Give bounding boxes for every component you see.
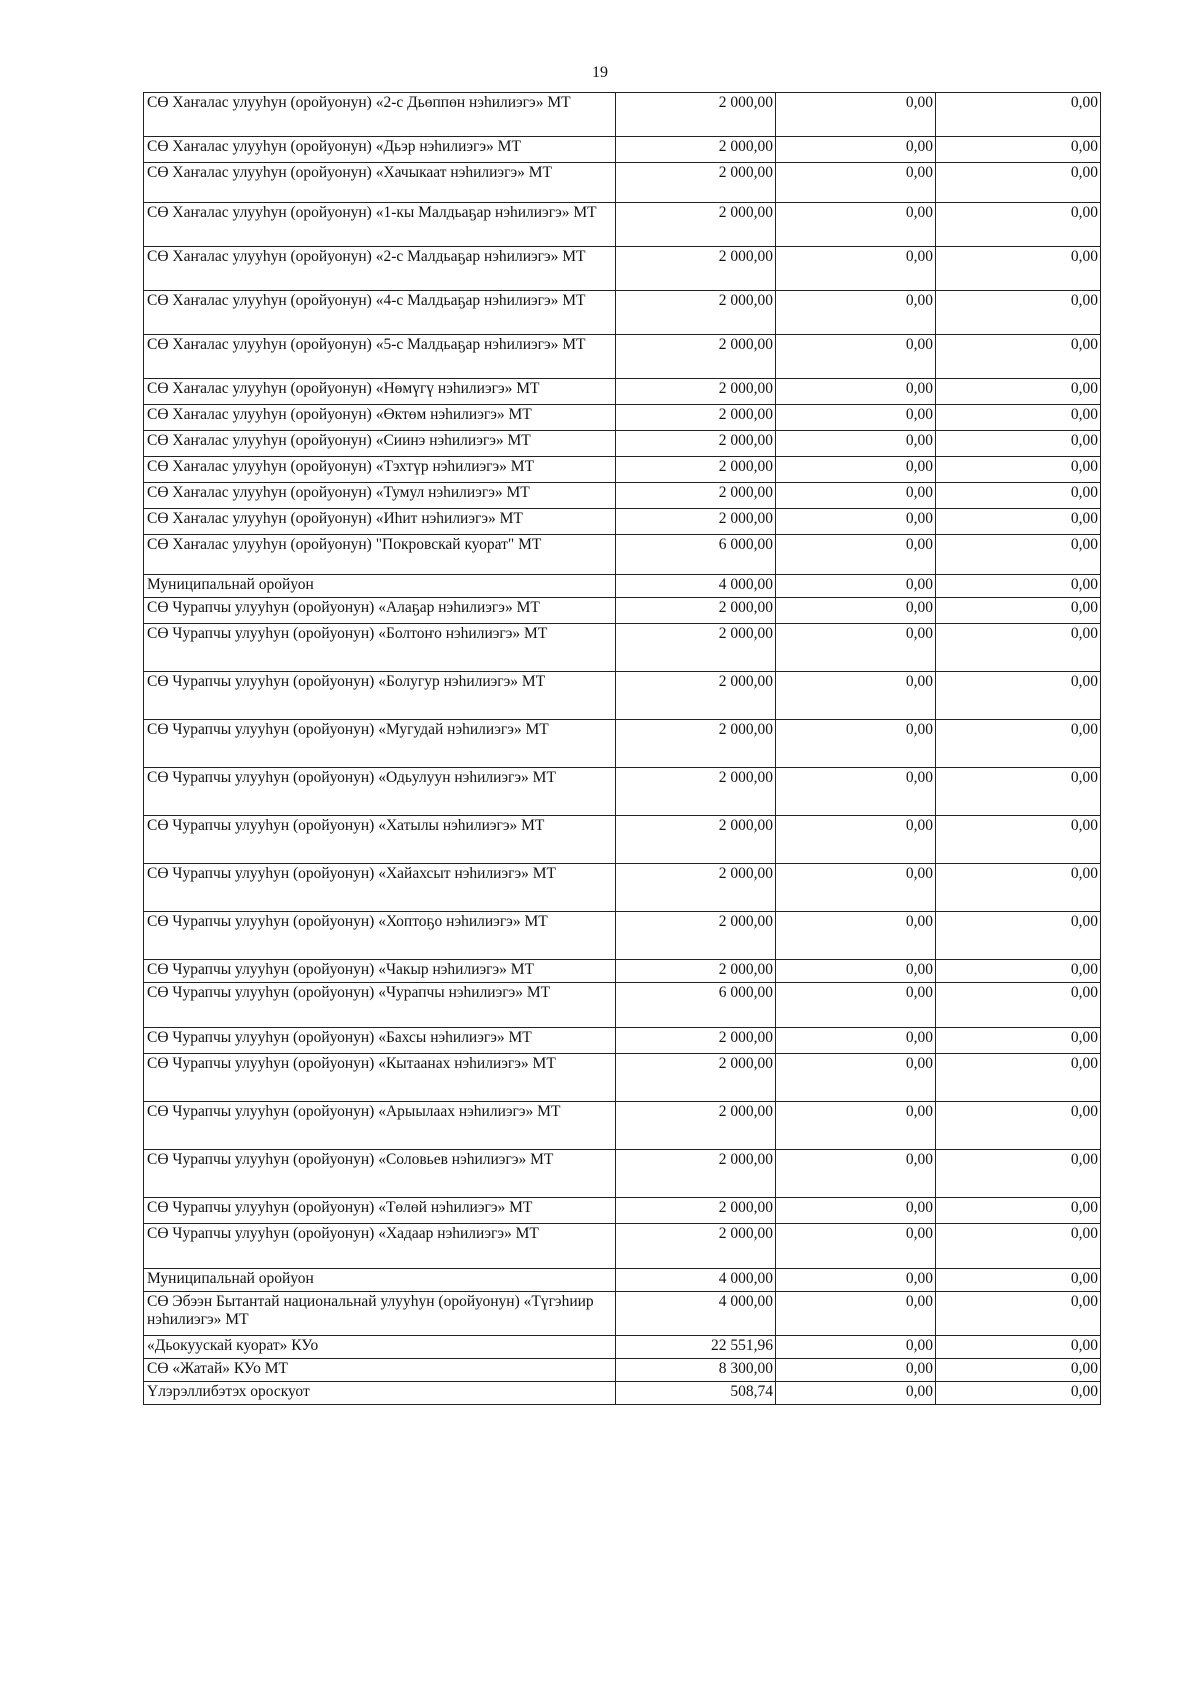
row-value-3: 0,00	[936, 912, 1101, 960]
row-value-1: 6 000,00	[616, 983, 776, 1028]
page-number: 19	[592, 64, 608, 81]
row-value-3: 0,00	[936, 864, 1101, 912]
table-row	[144, 405, 1101, 431]
table-row	[144, 93, 1101, 137]
row-value-2: 0,00	[776, 598, 936, 624]
row-name: СӨ Чурапчы улууһун (оройуонун) «Мугудай нэһилиэгэ» МТ	[144, 720, 616, 768]
table-row	[144, 483, 1101, 509]
row-value-2: 0,00	[776, 1102, 936, 1150]
row-name: СӨ Чурапчы улууһун (оройуонун) «Хоптоҕо нэһилиэгэ» МТ	[144, 912, 616, 960]
row-name: СӨ Чурапчы улууһун (оройуонун) «Алаҕар нэһилиэгэ» МТ	[144, 598, 616, 624]
row-name: СӨ Чурапчы улууһун (оройуонун) «Хадаар нэһилиэгэ» МТ	[144, 1224, 616, 1269]
row-value-3: 0,00	[936, 960, 1101, 983]
row-value-1: 2 000,00	[616, 247, 776, 291]
row-name: СӨ Хаҥалас улууһун (оройуонун) «Өктөм нэһилиэгэ» МТ	[144, 405, 616, 431]
row-value-2: 0,00	[776, 672, 936, 720]
row-value-1: 2 000,00	[616, 1224, 776, 1269]
row-name: СӨ Хаҥалас улууһун (оройуонун) «Нөмүгү нэһилиэгэ» МТ	[144, 379, 616, 405]
row-value-1: 6 000,00	[616, 535, 776, 575]
row-value-1: 2 000,00	[616, 509, 776, 535]
table-row	[144, 598, 1101, 624]
row-value-3: 0,00	[936, 1359, 1101, 1382]
row-value-2: 0,00	[776, 575, 936, 598]
row-name: СӨ Хаҥалас улууһун (оройуонун) «Тэхтүр нэһилиэгэ» МТ	[144, 457, 616, 483]
row-name: СӨ Хаҥалас улууһун (оройуонун) «Хачыкаат нэһилиэгэ» МТ	[144, 163, 616, 203]
row-value-2: 0,00	[776, 163, 936, 203]
row-name: СӨ Чурапчы улууһун (оройуонун) «Чурапчы нэһилиэгэ» МТ	[144, 983, 616, 1028]
row-value-2: 0,00	[776, 137, 936, 163]
row-value-3: 0,00	[936, 768, 1101, 816]
row-value-2: 0,00	[776, 405, 936, 431]
row-name: СӨ Хаҥалас улууһун (оройуонун) «2-с Дьөппөн нэһилиэгэ» МТ	[144, 93, 616, 137]
row-name: СӨ Чурапчы улууһун (оройуонун) «Кытаанах нэһилиэгэ» МТ	[144, 1054, 616, 1102]
row-value-2: 0,00	[776, 1198, 936, 1224]
row-name: СӨ Чурапчы улууһун (оройуонун) «Төлөй нэһилиэгэ» МТ	[144, 1198, 616, 1224]
table-row	[144, 1269, 1101, 1292]
row-value-2: 0,00	[776, 335, 936, 379]
table-row	[144, 1336, 1101, 1359]
row-name: СӨ Хаҥалас улууһун (оройуонун) «5-с Малдьаҕар нэһилиэгэ» МТ	[144, 335, 616, 379]
table-row	[144, 1224, 1101, 1269]
row-value-3: 0,00	[936, 1292, 1101, 1336]
row-name: СӨ Хаҥалас улууһун (оройуонун) «Тумул нэһилиэгэ» МТ	[144, 483, 616, 509]
row-value-1: 2 000,00	[616, 624, 776, 672]
row-value-1: 2 000,00	[616, 483, 776, 509]
row-value-2: 0,00	[776, 912, 936, 960]
row-value-2: 0,00	[776, 379, 936, 405]
budget-table	[143, 92, 1101, 1405]
row-value-1: 2 000,00	[616, 960, 776, 983]
row-value-1: 2 000,00	[616, 1102, 776, 1150]
row-value-2: 0,00	[776, 483, 936, 509]
row-name: СӨ Чурапчы улууһун (оройуонун) «Арыылаах нэһилиэгэ» МТ	[144, 1102, 616, 1150]
row-value-2: 0,00	[776, 1224, 936, 1269]
row-value-3: 0,00	[936, 1028, 1101, 1054]
row-value-1: 2 000,00	[616, 457, 776, 483]
row-name: СӨ Чурапчы улууһун (оройуонун) «Чакыр нэһилиэгэ» МТ	[144, 960, 616, 983]
row-name: СӨ Хаҥалас улууһун (оройуонун) «Иһит нэһилиэгэ» МТ	[144, 509, 616, 535]
row-value-3: 0,00	[936, 1336, 1101, 1359]
table-row	[144, 912, 1101, 960]
row-value-1: 2 000,00	[616, 912, 776, 960]
table-row	[144, 816, 1101, 864]
row-name: СӨ Чурапчы улууһун (оройуонун) «Бахсы нэһилиэгэ» МТ	[144, 1028, 616, 1054]
row-value-3: 0,00	[936, 93, 1101, 137]
table-row	[144, 247, 1101, 291]
row-name: Муниципальнай оройуон	[144, 1269, 616, 1292]
row-value-1: 4 000,00	[616, 1292, 776, 1336]
row-value-2: 0,00	[776, 203, 936, 247]
table-row	[144, 335, 1101, 379]
table-row	[144, 983, 1101, 1028]
row-value-2: 0,00	[776, 93, 936, 137]
table-row	[144, 1292, 1101, 1336]
row-value-2: 0,00	[776, 1336, 936, 1359]
row-value-3: 0,00	[936, 203, 1101, 247]
table-row	[144, 720, 1101, 768]
row-value-3: 0,00	[936, 575, 1101, 598]
table-row	[144, 864, 1101, 912]
row-value-3: 0,00	[936, 457, 1101, 483]
row-name: СӨ Хаҥалас улууһун (оройуонун) «4-с Малдьаҕар нэһилиэгэ» МТ	[144, 291, 616, 335]
table-row	[144, 1198, 1101, 1224]
row-value-2: 0,00	[776, 291, 936, 335]
table-row	[144, 535, 1101, 575]
row-value-3: 0,00	[936, 816, 1101, 864]
row-value-1: 2 000,00	[616, 672, 776, 720]
table-row	[144, 1150, 1101, 1198]
row-value-3: 0,00	[936, 1102, 1101, 1150]
row-name: СӨ Хаҥалас улууһун (оройуонун) «2-с Малдьаҕар нэһилиэгэ» МТ	[144, 247, 616, 291]
row-value-3: 0,00	[936, 983, 1101, 1028]
row-value-3: 0,00	[936, 1269, 1101, 1292]
table-row	[144, 1028, 1101, 1054]
table-row	[144, 431, 1101, 457]
row-value-3: 0,00	[936, 1150, 1101, 1198]
table-row	[144, 509, 1101, 535]
row-value-3: 0,00	[936, 1054, 1101, 1102]
row-value-1: 2 000,00	[616, 137, 776, 163]
row-value-2: 0,00	[776, 1359, 936, 1382]
row-value-2: 0,00	[776, 1150, 936, 1198]
table-row	[144, 379, 1101, 405]
row-value-3: 0,00	[936, 672, 1101, 720]
row-value-3: 0,00	[936, 379, 1101, 405]
row-value-1: 2 000,00	[616, 864, 776, 912]
row-name: СӨ Хаҥалас улууһун (оройуонун) «1-кы Малдьаҕар нэһилиэгэ» МТ	[144, 203, 616, 247]
row-name: СӨ Хаҥалас улууһун (оройуонун) «Сиинэ нэһилиэгэ» МТ	[144, 431, 616, 457]
row-value-1: 2 000,00	[616, 431, 776, 457]
row-value-1: 2 000,00	[616, 335, 776, 379]
row-name: «Дьокуускай куорат» КУо	[144, 1336, 616, 1359]
row-value-2: 0,00	[776, 247, 936, 291]
row-value-1: 2 000,00	[616, 1054, 776, 1102]
row-value-1: 2 000,00	[616, 1028, 776, 1054]
row-value-2: 0,00	[776, 457, 936, 483]
row-value-1: 2 000,00	[616, 598, 776, 624]
row-value-1: 2 000,00	[616, 816, 776, 864]
row-value-3: 0,00	[936, 405, 1101, 431]
row-name: СӨ «Жатай» КУо МТ	[144, 1359, 616, 1382]
row-value-3: 0,00	[936, 247, 1101, 291]
row-value-3: 0,00	[936, 335, 1101, 379]
row-name: СӨ Эбээн Бытантай национальнай улууһун (оройуонун) «Түгэһиир нэһилиэгэ» МТ	[144, 1292, 616, 1336]
row-value-2: 0,00	[776, 768, 936, 816]
table-row	[144, 960, 1101, 983]
row-name: СӨ Чурапчы улууһун (оройуонун) «Хайахсыт нэһилиэгэ» МТ	[144, 864, 616, 912]
row-value-3: 0,00	[936, 535, 1101, 575]
row-value-3: 0,00	[936, 1382, 1101, 1405]
row-value-2: 0,00	[776, 720, 936, 768]
row-value-1: 2 000,00	[616, 768, 776, 816]
row-value-1: 2 000,00	[616, 163, 776, 203]
row-value-3: 0,00	[936, 624, 1101, 672]
table-row	[144, 163, 1101, 203]
row-name: СӨ Чурапчы улууһун (оройуонун) «Хатылы нэһилиэгэ» МТ	[144, 816, 616, 864]
table-row	[144, 768, 1101, 816]
row-value-2: 0,00	[776, 1382, 936, 1405]
row-value-3: 0,00	[936, 1198, 1101, 1224]
row-value-2: 0,00	[776, 816, 936, 864]
row-name: Үлэрэллибэтэх ороскуот	[144, 1382, 616, 1405]
row-value-3: 0,00	[936, 483, 1101, 509]
row-name: Муниципальнай оройуон	[144, 575, 616, 598]
row-value-2: 0,00	[776, 1028, 936, 1054]
row-value-1: 2 000,00	[616, 203, 776, 247]
row-value-1: 2 000,00	[616, 379, 776, 405]
row-value-3: 0,00	[936, 509, 1101, 535]
row-name: СӨ Хаҥалас улууһун (оройуонун) «Дьэр нэһилиэгэ» МТ	[144, 137, 616, 163]
row-name: СӨ Чурапчы улууһун (оройуонун) «Одьулуун нэһилиэгэ» МТ	[144, 768, 616, 816]
row-value-1: 2 000,00	[616, 291, 776, 335]
table-row	[144, 203, 1101, 247]
row-value-1: 508,74	[616, 1382, 776, 1405]
row-value-1: 2 000,00	[616, 405, 776, 431]
row-value-2: 0,00	[776, 864, 936, 912]
row-value-2: 0,00	[776, 431, 936, 457]
row-name: СӨ Чурапчы улууһун (оройуонун) «Соловьев нэһилиэгэ» МТ	[144, 1150, 616, 1198]
row-value-2: 0,00	[776, 509, 936, 535]
row-value-1: 22 551,96	[616, 1336, 776, 1359]
row-value-1: 2 000,00	[616, 720, 776, 768]
table-row	[144, 1054, 1101, 1102]
row-value-3: 0,00	[936, 291, 1101, 335]
table-row	[144, 1359, 1101, 1382]
row-value-3: 0,00	[936, 720, 1101, 768]
table-row	[144, 624, 1101, 672]
table-row	[144, 575, 1101, 598]
row-value-2: 0,00	[776, 983, 936, 1028]
row-name: СӨ Чурапчы улууһун (оройуонун) «Болтоҥо нэһилиэгэ» МТ	[144, 624, 616, 672]
row-value-1: 2 000,00	[616, 1150, 776, 1198]
row-name: СӨ Хаҥалас улууһун (оройуонун) "Покровскай куорат" МТ	[144, 535, 616, 575]
row-value-2: 0,00	[776, 535, 936, 575]
table-row	[144, 291, 1101, 335]
table-row	[144, 1382, 1101, 1405]
row-value-1: 4 000,00	[616, 575, 776, 598]
row-value-2: 0,00	[776, 1269, 936, 1292]
row-value-3: 0,00	[936, 431, 1101, 457]
row-value-2: 0,00	[776, 960, 936, 983]
table-row	[144, 1102, 1101, 1150]
row-value-1: 2 000,00	[616, 1198, 776, 1224]
row-value-3: 0,00	[936, 163, 1101, 203]
row-name: СӨ Чурапчы улууһун (оройуонун) «Болугур нэһилиэгэ» МТ	[144, 672, 616, 720]
row-value-3: 0,00	[936, 137, 1101, 163]
row-value-2: 0,00	[776, 624, 936, 672]
row-value-1: 8 300,00	[616, 1359, 776, 1382]
table-row	[144, 137, 1101, 163]
table-row	[144, 672, 1101, 720]
row-value-1: 4 000,00	[616, 1269, 776, 1292]
row-value-2: 0,00	[776, 1054, 936, 1102]
row-value-3: 0,00	[936, 1224, 1101, 1269]
row-value-1: 2 000,00	[616, 93, 776, 137]
row-value-2: 0,00	[776, 1292, 936, 1336]
table-row	[144, 457, 1101, 483]
row-value-3: 0,00	[936, 598, 1101, 624]
